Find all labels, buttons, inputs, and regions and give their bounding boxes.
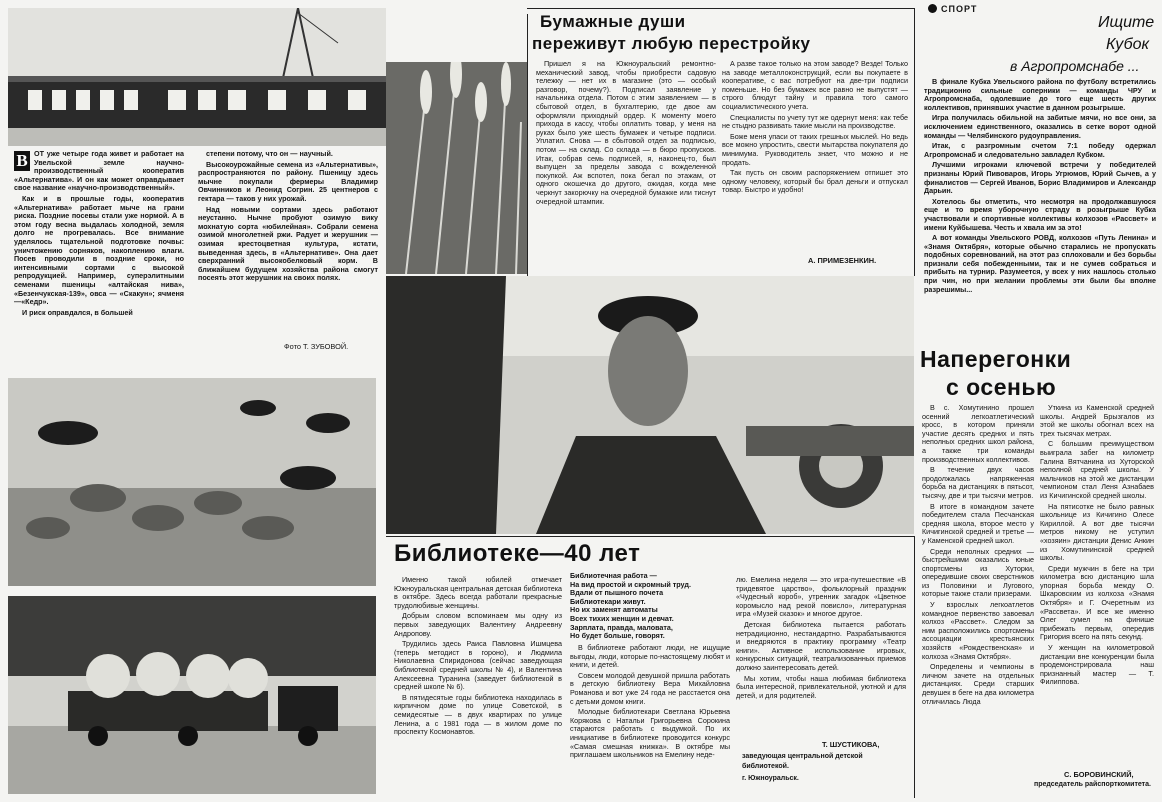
top-rule <box>527 8 915 9</box>
paragraph: В течение двух часов продолжалась напряженная борьба на дистанциях в пятьсот, тысячу, две и три тысячи метров. <box>922 465 1034 500</box>
paragraph: Боже меня упаси от таких грешных мыслей. Но ведь все можно упростить, свести мытарства покупателя до минимума. Руководитель знает, что можно и не продать. <box>722 131 908 167</box>
wheat-photo <box>386 62 528 274</box>
paragraph: С большим преимуществом выиграла забег на километр Галина Вятчанина из Хуторской неполной средней школы. У мальчиков на этой же дистанции чемпионом стал Леня Азнабаев из Кичигинской средней школы. <box>1040 439 1154 500</box>
section-tag <box>928 4 977 14</box>
left-article-col1 <box>14 150 184 372</box>
paragraph: Итак, с разгромным счетом 7:1 победу одержал Агропромснаб и следовательно завладел Кубком. <box>924 141 1156 159</box>
bullet-icon <box>928 4 937 13</box>
paragraph: Молодые библиотекари Светлана Юрьевна Корякова с Натальи Григорьевна Сорокина стараются работать с выдумкой. По их инициативе в библиотеке проводится конкурс «Самая смешная книжка». В октябре мы приглашаем школьников на Емелину неде- <box>570 707 730 760</box>
poem-line: Библиотекари живут. <box>570 596 646 606</box>
poem-line: Вдали от пышного почета <box>570 588 664 598</box>
paragraph: Высокоурожайные семена из «Альтернативы», распространяются по району. Пшеницу здесь мычне покупали фермеры Владимир Овчинников и Леонид Согрин. 25 центнеров с гектара — таков у них урожай. <box>198 159 378 203</box>
section-label: СПОРТ <box>941 4 978 14</box>
paragraph: Игра получилась обильной на забитые мячи, но все они, за исключением единственного, оказались в сетке ворот одной команды — Челябинского рудоуправления. <box>924 113 1156 140</box>
paragraph: Над новыми сортами здесь работают неустанно. Нычне пробуют озимую вику мохнатую сорта «юбилейная». Собрали семена озимой многолетней ржи. Радует и жерушник — озимая крестоцветная культура, кстати, выведенная здесь, в «Альтернативе». Она дает сверхранний высокобелковый корм. В ближайшем будущем хозяйства района смогут посеять этот жерушник на своих полях. <box>198 204 378 283</box>
paragraph: Среди неполных средних — быстрейшими оказались юные спортсмены из Хуторки, опередившие своих сверстников из Половинки и Лугового, которые также стали призерами. <box>922 546 1034 599</box>
paper-souls-col2 <box>722 60 908 250</box>
paper-souls-signature: А. ПРИМЕЗЕНКИН. <box>808 256 877 265</box>
paragraph: У взрослых легкоатлетов командное первенство завоевал колхоз «Рассвет». Следом за ним расположились спортсмены ассоциации крестьянских хозяйств «Рождественская» и колхоза «Знамя Октября». <box>922 600 1034 661</box>
library-col3 <box>736 576 906 736</box>
race-col2 <box>1040 404 1154 740</box>
race-signature-role: председатель райспорткомитета. <box>1034 781 1151 788</box>
race-title-2: с осенью <box>946 374 1057 400</box>
farm-building-photo <box>8 8 386 146</box>
paragraph: Именно такой юбилей отмечает Южноуральская центральная детская библиотека в октябре. Здесь всегда работали прекрасные трудолюбивые женщины. <box>394 576 562 610</box>
paragraph: Трудились здесь Раиса Павловна Ишмцева (теперь методист в гороно), и Людмила Николаевна Спиридонова (сейчас заведующая библиотекой средней школы № 4), и Валентина Алексеевна Туранина (заведует библиотекой в средней школе № 6). <box>394 639 562 692</box>
paper-souls-title-2: переживут любую перестройку <box>532 34 811 53</box>
cup-title-2: Кубок <box>1106 36 1150 53</box>
race-title-1: Наперегонки <box>920 346 1072 372</box>
paragraph: В финале Кубка Увельского района по футболу встретились традиционно сильные соперники — команды ЧРУ и Агропромснаба, одолевшие до того еще шесть других коллективов, принявших участие в данном розыгрыше. <box>924 78 1156 112</box>
left-article-col2 <box>198 150 378 340</box>
library-signature-role-2: библиотекой. <box>742 763 789 770</box>
poem-line: Всех тихих женщин и девчат. <box>570 613 674 623</box>
paragraph: Специалисты по учету тут же одернут меня: как тебе не стыдно развивать такие мысли на производстве. <box>722 112 908 131</box>
cup-title-1: Ищите <box>1098 14 1155 31</box>
paragraph: Лучшими игроками ключевой встречи у победителей признаны Юрий Пивоваров, Игорь Угрюмов, Юрий Сычев, а у финалистов — Сергей Иванов, Борис Владимиров и Александр Дарьин. <box>924 160 1156 196</box>
library-signature-name: Т. ШУСТИКОВА, <box>822 740 880 749</box>
poem-line: Но будет больше, говорят. <box>570 631 665 641</box>
library-poem <box>570 572 730 642</box>
paragraph: Как и в прошлые годы, кооператив «Альтернатива» работает мыче на грани риска. Поздние посевы стали уже нормой. А в этом году весна выдалась холодной, земля долго не прогревалась. Все внимание уделялось тщательной подготовке почвы: уничтожению сорняков, накоплению влаги. Посев проводили в поздние сроки, но интенсивными сортами с высокой репродукцией. Например, суперэлитными семенами пшеницы «алтайская нива», «Безенчукская-139», овса — «Скакун»; ячменя—«Кедр». <box>14 193 184 307</box>
paragraph: На пятисотке не было равных школьнице из Кичигино Олесе Кириллой. А вот две тысячи метров никому не уступил «хозяин» дистанции Денис Анкин из Хомутининской средней школы. <box>1040 501 1154 563</box>
cup-title-3: в Агропромснабе ... <box>1010 58 1140 74</box>
paragraph: ОТ уже четыре года живет и работает на Увельской земле научно-производственный кооператив «Альтернатива». И он как может оправдывает свое название «научно-производственный». <box>14 150 184 193</box>
paragraph: Мы хотим, чтобы наша любимая библиотека была интересной, привлекательной, уютной и для детей, и для родителей. <box>736 673 906 700</box>
library-frame-top <box>386 536 914 537</box>
library-signature-role: заведующая центральной детской <box>742 753 863 760</box>
library-col1 <box>394 576 562 796</box>
paragraph: В с. Хомутинино прошел осенний легкоатлетический кросс, в котором приняли участие десять средних и пять неполных средних школ района, а также три команды производственных коллективов. <box>922 404 1034 464</box>
paper-souls-frame-right <box>914 8 915 276</box>
paragraph: лю. Емелина неделя — это игра-путешествие «В тридевятое царство», фольклорный праздник «Чудесный короб», утренник загадок «Цветное коромысло над рекой повисло», литературная игра «Музей сказок» и многое другое. <box>736 576 906 619</box>
paragraph: В итоге в командном зачете победителем стала Песчанская средняя школа, второе место у Кичигинской средней и третье — у Каменской средней школ. <box>922 501 1034 545</box>
paragraph: Определены и чемпионы в личном зачете на отдельных дистанциях. Среди старших девушек в беге на два километра отличилась Люда <box>922 662 1034 706</box>
library-title: Библиотеке—40 лет <box>394 540 641 567</box>
paragraph: И риск оправдался, в большей <box>22 307 133 317</box>
paragraph: Хотелось бы отметить, что несмотря на продолжавшуюся еще и то время уборочную страду в розыгрыше Кубка участвовали и спортивные коллективы колхозов «Рассвет» и имени Куйбышева. Честь и хвала им за это! <box>924 196 1156 232</box>
paragraph: Совсем молодой девушкой пришла работать в детскую библиотеку Вера Михайловна Романова и вот уже 24 года не расстается она с детьми домом книги. <box>570 670 730 706</box>
photo-credit: Фото Т. ЗУБОВОЙ. <box>284 342 349 351</box>
dropcap: В <box>14 151 30 171</box>
paragraph: степени потому, что он — научный. <box>206 150 333 158</box>
poem-line: Зарплата, правда, маловата, <box>570 622 673 632</box>
hay-truck-photo <box>8 596 376 794</box>
poem-line: На вид простой и скромный труд. <box>570 579 691 589</box>
poem-line: Но их заменят автоматы <box>570 605 658 615</box>
library-frame-right <box>914 536 915 798</box>
library-col2 <box>570 644 730 796</box>
paragraph: В пятидесятые годы библиотека находилась в кирпичном доме по улице Советской, в семидесятые — в двух квартирах по улице Ленина, а с 1981 года — в жилом доме по проспекту Космонавтов. <box>394 692 562 737</box>
paragraph: Уткина из Каменской средней школы. Андрей Брызгалов из этой же школы обогнал всех на трех тысячах метрах. <box>1040 404 1154 438</box>
paragraph: Среди мужчин в беге на три километра всю дистанцию шла упорная борьба между О. Шкаровским из колхоза «Знамя Октября» и Г. Очеретным из «Рассвета». И все же именно Олег сумел на финише прибежать первым, опередив Григория всего на пять секунд. <box>1040 563 1154 642</box>
paragraph: Детская библиотека пытается работать нетрадиционно, нестандартно. Разрабатываются и внедряются в практику программу «Театр книги». Активное использование игровых, конкурсных ситуаций, театрализованных приемов должно заинтересовать детей. <box>736 619 906 672</box>
paragraph: Пришел я на Южноуральский ремонтно-механический завод, чтобы приобрести садовую тележку — нет их в магазине (это — особый разговор, почему?). Подписал заявление у начальника отдела. Потом с этим заявлением — в сбытовой отдел, в бухгалтерию, где двое ам оформляли приходный ордер. К моменту моего прихода в кассу, чтобы оплатить товар, у меня на руках было уже шесть бумажек и четыре подписи. Уплатил. Снова — в сбытовой отдел за подписью, потом — на склад. Со склада — в бюро пропусков. Итак, собрав семь подписей, я, наконец-то, был выпущен за пределы завода с вожделенной покупкой. Аж вспотел, пока бегал по этажам, от одного окошечка до другого, ожидая, когда мне черкнут закорючку на очередной бумажке или тиснут очередной штампик. <box>536 60 716 206</box>
paragraph: В библиотеке работают люди, не ищущие выгоды, люди, которые по-настоящему любят и книги, и детей. <box>570 644 730 670</box>
paper-souls-title-1: Бумажные души <box>540 12 686 31</box>
paper-souls-frame-left <box>527 14 528 276</box>
paragraph: У женщин на километровой дистанции вне конкуренции была продемонстрировала наш признанный мастер — Т. Филиппова. <box>1040 643 1154 687</box>
paragraph: А вот команды Увельского РОВД, колхозов «Путь Ленина» и «Знамя Октября», которые обычно старались не пропускать подобных соревнований, на этот раз сплоховали и без борьбы признали себя побежденными, так и не сумев собраться и прибыть на турнир. Разумеется, у всех у них нашлось столько при чин, но при желании проблемы эти были бы вполне разрешимы... <box>924 233 1156 294</box>
herd-photo <box>8 378 376 586</box>
race-col1 <box>922 404 1034 796</box>
paragraph: Так пусть он своим распоряжением отпишет это одному человеку, который бы брал деньги и отпускал товар. Быстро и удобно! <box>722 168 908 195</box>
paper-souls-col1 <box>536 60 716 274</box>
race-signature-name: С. БОРОВИНСКИЙ, <box>1064 770 1134 779</box>
cup-body <box>924 78 1156 340</box>
library-signature-city: г. Южноуральск. <box>742 775 799 782</box>
poem-line: Библиотечная работа — <box>570 572 657 580</box>
farmer-portrait-photo <box>386 276 914 534</box>
paragraph: Добрым словом вспоминаем мы одну из первых заведующих Валентину Андреевну Андропову. <box>394 611 562 638</box>
paragraph: А разве такое только на этом заводе? Везде! Только на заводе металлоконструкций, если вы покупаете в кооперативе, с вас потребуют на две-три подписи поменьше. Но без бумажек все равно не выпустят — строго блюдут тайну и правила того самого социалистического учета. <box>722 60 908 111</box>
